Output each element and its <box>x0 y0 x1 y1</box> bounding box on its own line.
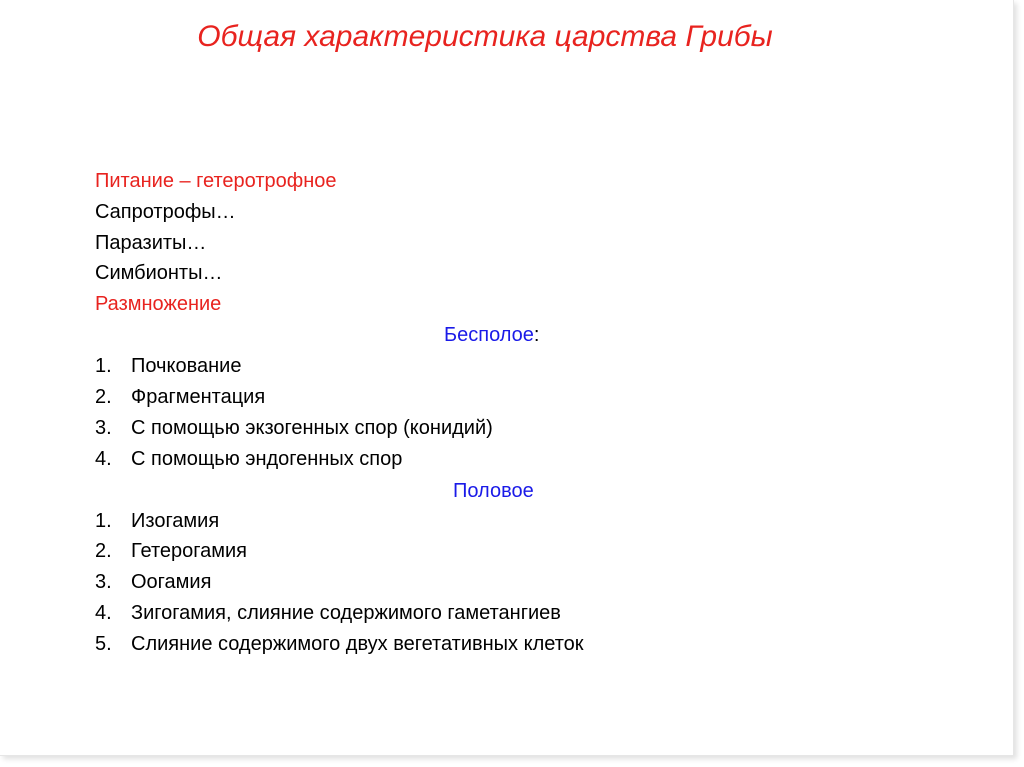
list-number: 2. <box>95 386 112 408</box>
sexual-heading: Половое <box>453 480 534 502</box>
asexual-heading-colon: : <box>533 324 540 346</box>
sexual-item-5 <box>95 631 584 657</box>
list-number: 2. <box>95 540 112 562</box>
list-item-text: Изогамия <box>131 510 220 532</box>
sexual-item-2 <box>95 538 247 564</box>
asexual-item-2 <box>95 384 265 410</box>
nutrition-item-symbionts: Симбионты… <box>95 262 223 284</box>
list-number: 3. <box>95 417 112 439</box>
reproduction-heading: Размножение <box>95 293 222 315</box>
asexual-item-3 <box>95 415 493 441</box>
list-number: 4. <box>95 448 112 470</box>
nutrition-heading: Питание – гетеротрофное <box>95 170 337 192</box>
list-number: 5. <box>95 633 112 655</box>
asexual-heading-text: Бесполое <box>444 324 534 346</box>
list-item-text: Слияние содержимого двух вегетативных клеток <box>131 633 584 655</box>
list-number: 1. <box>95 355 112 377</box>
asexual-item-1 <box>95 353 241 379</box>
sexual-item-3 <box>95 569 211 595</box>
nutrition-item-saprotrophs: Сапротрофы… <box>95 201 236 223</box>
list-item-text: Почкование <box>131 355 242 377</box>
list-item-text: С помощью эндогенных спор <box>131 448 403 470</box>
asexual-heading <box>444 322 539 348</box>
list-item-text: Зигогамия, слияние содержимого гаметангиев <box>131 602 561 624</box>
list-number: 4. <box>95 602 112 624</box>
sexual-item-4 <box>95 600 561 626</box>
slide-title: Общая характеристика царства Грибы <box>197 20 773 53</box>
list-item-text: Фрагментация <box>131 386 266 408</box>
list-item-text: С помощью экзогенных спор (конидий) <box>131 417 493 439</box>
list-number: 1. <box>95 510 112 532</box>
list-item-text: Гетерогамия <box>131 540 247 562</box>
list-number: 3. <box>95 571 112 593</box>
asexual-item-4 <box>95 446 402 472</box>
nutrition-item-parasites: Паразиты… <box>95 232 207 254</box>
sexual-item-1 <box>95 508 219 534</box>
list-item-text: Оогамия <box>131 571 212 593</box>
